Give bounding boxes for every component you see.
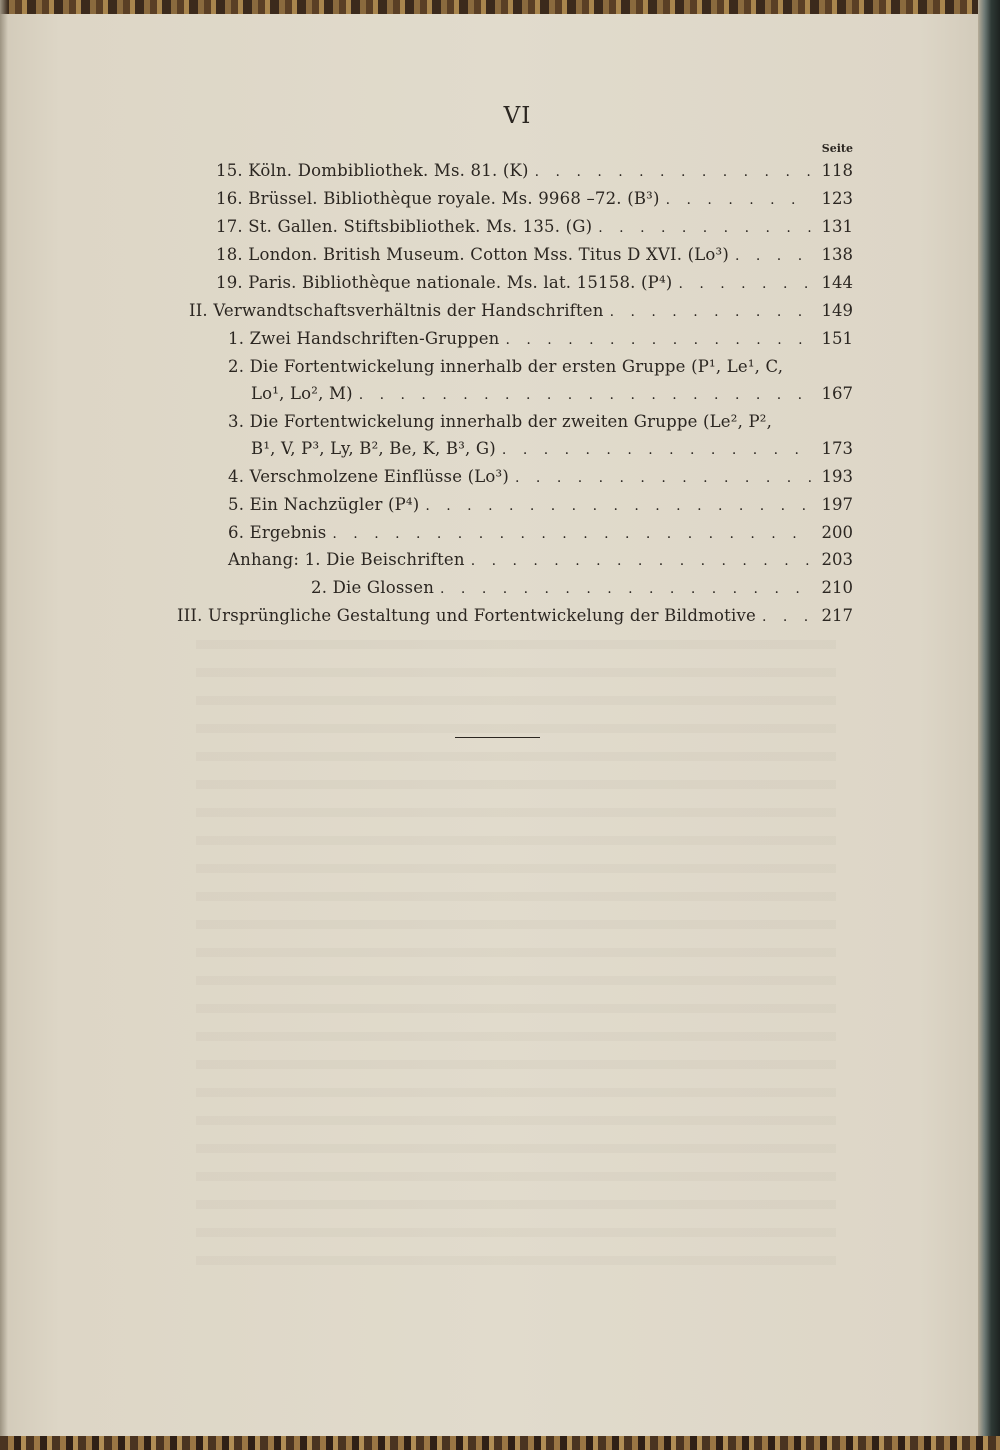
leader-dots: [506, 328, 812, 352]
toc-entry-page: 144: [821, 273, 853, 292]
toc-entry-label: 19. Paris. Bibliothèque nationale. Ms. lat. 15158. (P⁴): [216, 273, 673, 292]
toc-entry-page: 118: [821, 161, 853, 180]
toc-entry-page: 200: [821, 523, 853, 542]
leader-dots: [678, 272, 811, 296]
toc-entry: [228, 548, 853, 572]
toc-entry-label: 16. Brüssel. Bibliothèque royale. Ms. 9968 –72. (B³): [216, 189, 660, 208]
leader-dots: [515, 466, 811, 490]
toc-entry: [216, 159, 853, 183]
toc-section: [177, 604, 853, 628]
section-divider-rule: [455, 737, 540, 738]
leader-dots: [440, 577, 811, 601]
toc-entry: [228, 493, 853, 517]
leader-dots: [332, 522, 811, 546]
toc-entry-page: 173: [821, 439, 853, 458]
toc-entry-continuation: [251, 382, 853, 406]
page-number: VI: [503, 103, 532, 129]
toc-entry: [216, 215, 853, 239]
leader-dots: [535, 160, 811, 184]
leader-dots: [359, 383, 811, 407]
toc-entry-page: 138: [821, 245, 853, 264]
toc-entry: [216, 243, 853, 267]
toc-entry-page: 123: [821, 189, 853, 208]
toc-entry-label: 2. Die Fortentwickelung innerhalb der ersten Gruppe (P¹, Le¹, C,: [228, 357, 784, 376]
leader-dots: [610, 300, 811, 324]
leader-dots: [735, 244, 811, 268]
toc-entry-page: 197: [821, 495, 853, 514]
toc-entry-page: 193: [821, 467, 853, 486]
toc-entry-page: 149: [821, 301, 853, 320]
toc-section-label: II. Verwandtschaftsverhältnis der Handschriften: [189, 301, 604, 320]
toc-entry-label: 5. Ein Nachzügler (P⁴): [228, 495, 420, 514]
seite-column-header: Seite: [821, 142, 853, 155]
toc-entry-page: 131: [821, 217, 853, 236]
leader-dots: [598, 216, 811, 240]
toc-entry: [216, 271, 853, 295]
leader-dots: [762, 605, 811, 629]
toc-entry-label: 1. Zwei Handschriften-Gruppen: [228, 329, 500, 348]
toc-entry-label: 17. St. Gallen. Stiftsbibliothek. Ms. 135. (G): [216, 217, 593, 236]
toc-entry-label: Lo¹, Lo², M): [251, 384, 353, 403]
toc-section: [189, 299, 853, 323]
toc-entry: [228, 355, 853, 379]
toc-entry-label: 6. Ergebnis: [228, 523, 327, 542]
toc-entry: [311, 576, 853, 600]
toc-entry-label: 15. Köln. Dombibliothek. Ms. 81. (K): [216, 161, 529, 180]
toc-entry-label: 3. Die Fortentwickelung innerhalb der zweiten Gruppe (Le², P²,: [228, 412, 773, 431]
toc-entry-page: 203: [821, 550, 853, 569]
toc-entry-label: B¹, V, P³, Ly, B², Be, K, B³, G): [251, 439, 496, 458]
leader-dots: [666, 188, 811, 212]
toc-entry-page: 151: [821, 329, 853, 348]
toc-entry-page: 210: [821, 578, 853, 597]
toc-entry-label: Anhang: 1. Die Beischriften: [228, 550, 465, 569]
leader-dots: [502, 438, 811, 462]
toc-entry-label: 18. London. British Museum. Cotton Mss. Titus D XVI. (Lo³): [216, 245, 729, 264]
toc-entry: [216, 187, 853, 211]
toc-entry: [228, 521, 853, 545]
toc-section-label: III. Ursprüngliche Gestaltung und Fortentwickelung der Bildmotive: [177, 606, 756, 625]
toc-entry: [228, 327, 853, 351]
toc-entry-page: 167: [821, 384, 853, 403]
toc-entry-label: 4. Verschmolzene Einflüsse (Lo³): [228, 467, 510, 486]
toc-entry: [228, 465, 853, 489]
toc-entry-label: 2. Die Glossen: [311, 578, 435, 597]
leader-dots: [425, 494, 811, 518]
toc-entry-continuation: [251, 437, 853, 461]
toc-entry-page: 217: [821, 606, 853, 625]
leader-dots: [471, 549, 811, 573]
toc-entry: [228, 410, 853, 434]
